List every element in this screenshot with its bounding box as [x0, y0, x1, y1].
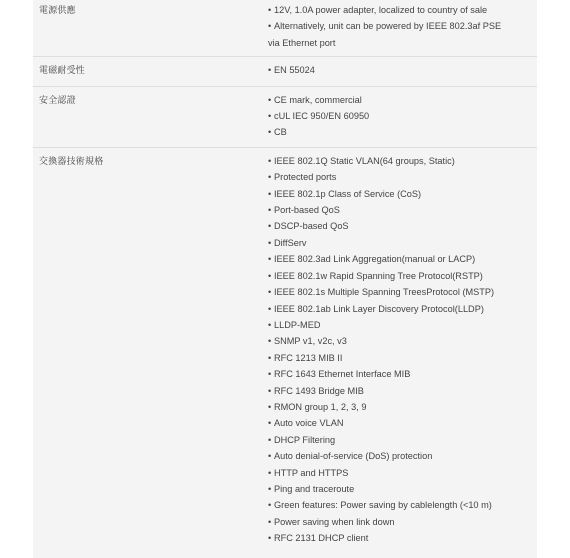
bullet: •	[268, 254, 272, 265]
bullet: •	[268, 336, 272, 347]
spec-label: 電磁耐受性	[39, 65, 86, 76]
bullet: •	[268, 188, 272, 199]
bullet: •	[268, 500, 272, 511]
spec-value-item: • Auto denial-of-service (DoS) protection	[268, 448, 531, 464]
spec-value-item: • IEEE 802.1w Rapid Spanning Tree Protocol(RSTP)	[268, 268, 531, 284]
spec-value-item: • RFC 1213 MIB II	[268, 350, 531, 366]
bullet: •	[268, 172, 272, 183]
bullet: •	[268, 451, 272, 462]
spec-label: 交換器技術規格	[39, 155, 104, 166]
spec-value-item: • Auto voice VLAN	[268, 415, 531, 431]
spec-value-item: • RMON group 1, 2, 3, 9	[268, 399, 531, 415]
spec-value-item: • IEEE 802.1s Multiple Spanning TreesProtocol (MSTP)	[268, 284, 531, 300]
spec-label: 電源供應	[39, 5, 76, 15]
spec-row-switch-features	[33, 148, 537, 553]
bullet: •	[268, 155, 272, 166]
spec-value-item: • LLDP-MED	[268, 317, 531, 333]
spec-value-item: • DiffServ	[268, 235, 531, 251]
bullet: •	[268, 270, 272, 281]
spec-value-item: • HTTP and HTTPS	[268, 465, 531, 481]
spec-value-item: • IEEE 802.3ad Link Aggregation(manual or LACP)	[268, 251, 531, 267]
spec-value-item: • SNMP v1, v2c, v3	[268, 333, 531, 349]
spec-value-item: • Protected ports	[268, 169, 531, 185]
spec-value-continuation: via Ethernet port	[268, 37, 336, 48]
spec-value-item: • Green features: Power saving by cablelength (<10 m)	[268, 497, 531, 513]
bullet: •	[268, 221, 272, 232]
bullet: •	[268, 401, 272, 412]
spec-value-item: • IEEE 802.1p Class of Service (CoS)	[268, 186, 531, 202]
bullet: •	[268, 352, 272, 363]
spec-values	[261, 153, 537, 547]
bullet: •	[268, 21, 272, 32]
bullet: •	[268, 94, 272, 105]
bullet: •	[268, 319, 272, 330]
spec-value-item: • Ping and traceroute	[268, 481, 531, 497]
spec-value-item: • Port-based QoS	[268, 202, 531, 218]
bullet: •	[268, 237, 272, 248]
spec-value-item: • EN 55024	[268, 62, 531, 78]
spec-values	[261, 92, 537, 141]
bullet: •	[268, 434, 272, 445]
spec-value-item: • CB	[268, 124, 531, 140]
bullet: •	[268, 369, 272, 380]
spec-value-item: • Power saving when link down	[268, 514, 531, 530]
bullet: •	[268, 5, 272, 15]
spec-values	[261, 62, 537, 78]
spec-value-item: • DSCP-based QoS	[268, 218, 531, 234]
spec-value-item: • IEEE 802.1ab Link Layer Discovery Protocol(LLDP)	[268, 301, 531, 317]
bullet: •	[268, 111, 272, 122]
bullet: •	[268, 303, 272, 314]
bullet: •	[268, 516, 272, 527]
bullet: •	[268, 467, 272, 478]
spec-value-item: • RFC 1493 Bridge MIB	[268, 383, 531, 399]
spec-value-item: • 12V, 1.0A power adapter, localized to country of sale	[268, 2, 531, 18]
spec-label: 安全認證	[39, 94, 76, 105]
spec-values	[261, 2, 537, 51]
spec-value-item: • RFC 2131 DHCP client	[268, 530, 531, 546]
spec-value-item: • DHCP Filtering	[268, 432, 531, 448]
spec-value-item: • RFC 1643 Ethernet Interface MIB	[268, 366, 531, 382]
bullet: •	[268, 483, 272, 494]
bullet: •	[268, 127, 272, 138]
bullet: •	[268, 65, 272, 76]
spec-row-safety	[33, 87, 537, 148]
spec-value-item: • cUL IEC 950/EN 60950	[268, 108, 531, 124]
bullet: •	[268, 533, 272, 544]
bullet: •	[268, 205, 272, 216]
spec-value-item: • Alternatively, unit can be powered by IEEE 802.3af PSE	[268, 18, 531, 34]
bullet: •	[268, 287, 272, 298]
spec-row-power-supply	[33, 0, 537, 57]
bullet: •	[268, 418, 272, 429]
bullet: •	[268, 385, 272, 396]
spec-table	[33, 0, 537, 558]
spec-row-emc	[33, 57, 537, 86]
spec-value-item: • CE mark, commercial	[268, 92, 531, 108]
spec-value-item: • IEEE 802.1Q Static VLAN(64 groups, Static)	[268, 153, 531, 169]
